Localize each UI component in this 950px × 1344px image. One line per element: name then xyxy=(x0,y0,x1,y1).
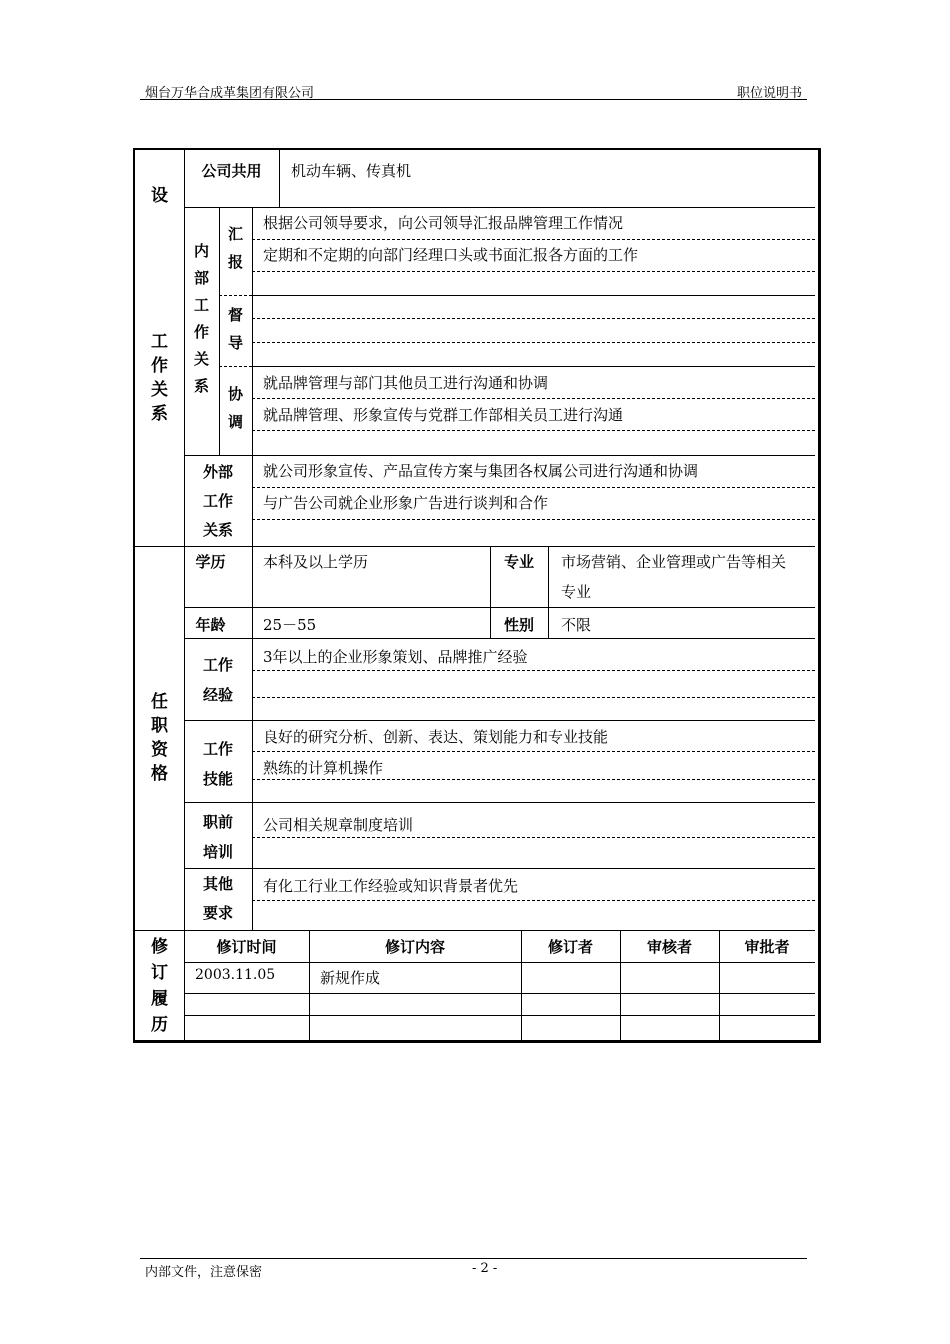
experience-line-1: 3年以上的企业形象策划、品牌推广经验 xyxy=(263,648,528,666)
report-label: 汇 报 xyxy=(227,225,243,271)
page-number: - 2 - xyxy=(472,1261,498,1276)
major-value-line-2: 专业 xyxy=(561,583,592,601)
age-label: 年龄 xyxy=(195,616,226,634)
revision-col-reviewer: 审核者 xyxy=(646,938,692,956)
coordinate-line-2: 就品牌管理、形象宣传与党群工作部相关员工进行沟通 xyxy=(263,406,624,424)
footer-rule xyxy=(140,1258,807,1259)
section-work-relations: 工 作 关 系 xyxy=(151,332,168,424)
confidential-notice: 内部文件，注意保密 xyxy=(145,1265,263,1280)
coordinate-label: 协 调 xyxy=(227,385,243,431)
major-value-line-1: 市场营销、企业管理或广告等相关 xyxy=(561,553,787,571)
experience-label: 工作 经验 xyxy=(202,656,233,704)
other-line-1: 有化工行业工作经验或知识背景者优先 xyxy=(263,877,519,895)
gender-value: 不限 xyxy=(561,616,592,634)
equipment-label: 公司共用 xyxy=(201,162,262,180)
section-revision-history: 修 订 履 历 xyxy=(151,937,168,1035)
supervise-label: 督 导 xyxy=(227,306,243,352)
coordinate-line-1: 就品牌管理与部门其他员工进行沟通和协调 xyxy=(263,374,549,392)
major-label: 专业 xyxy=(503,553,534,571)
revision-col-approver: 审批者 xyxy=(744,938,790,956)
section-equipment-char: 设 xyxy=(151,186,168,206)
report-line-1: 根据公司领导要求，向公司领导汇报品牌管理工作情况 xyxy=(263,214,624,232)
job-description-table xyxy=(133,148,821,1043)
document-title: 职位说明书 xyxy=(737,86,803,101)
external-line-1: 就公司形象宣传、产品宣传方案与集团各权属公司进行沟通和协调 xyxy=(263,462,699,480)
skills-line-1: 良好的研究分析、创新、表达、策划能力和专业技能 xyxy=(263,728,609,746)
training-line-1: 公司相关规章制度培训 xyxy=(263,816,414,834)
external-relations-label: 外部 工作 关系 xyxy=(202,463,233,539)
internal-relations-label: 内 部 工 作 关 系 xyxy=(193,242,209,395)
section-qualifications: 任 职 资 格 xyxy=(151,692,168,784)
report-line-2: 定期和不定期的向部门经理口头或书面汇报各方面的工作 xyxy=(263,246,639,264)
education-label: 学历 xyxy=(195,553,226,571)
skills-line-2: 熟练的计算机操作 xyxy=(263,759,384,777)
revision-col-date: 修订时间 xyxy=(216,938,277,956)
revision-col-reviser: 修订者 xyxy=(547,938,593,956)
header-rule xyxy=(140,99,807,100)
equipment-value: 机动车辆、传真机 xyxy=(291,162,412,180)
education-value: 本科及以上学历 xyxy=(263,553,369,571)
age-value: 25－55 xyxy=(263,616,317,634)
revision-col-content: 修订内容 xyxy=(384,938,445,956)
training-label: 职前 培训 xyxy=(202,813,233,861)
revision-date: 2003.11.05 xyxy=(195,967,276,983)
gender-label: 性别 xyxy=(503,616,534,634)
other-requirements-label: 其他 要求 xyxy=(202,875,233,922)
skills-label: 工作 技能 xyxy=(202,740,233,788)
revision-content: 新规作成 xyxy=(320,969,381,987)
external-line-2: 与广告公司就企业形象广告进行谈判和合作 xyxy=(263,494,549,512)
company-name: 烟台万华合成革集团有限公司 xyxy=(145,86,315,101)
